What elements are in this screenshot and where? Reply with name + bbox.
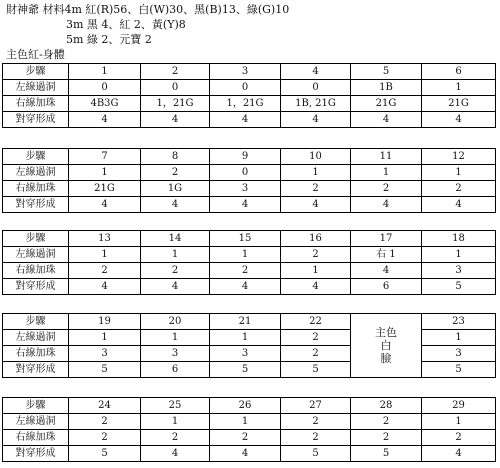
steps-table-1	[2, 63, 496, 128]
table-row	[3, 165, 496, 181]
table-row	[3, 330, 496, 346]
table-cell: 21G	[351, 96, 422, 112]
table-cell: 2	[281, 414, 351, 430]
steps-table-5	[2, 397, 496, 462]
table-cell: 4	[69, 112, 141, 128]
table-cell: 4	[141, 279, 210, 295]
table-row	[3, 231, 496, 247]
table-cell: 4	[281, 279, 351, 295]
table-cell: 3	[210, 346, 281, 362]
table-cell: 1	[141, 247, 210, 263]
table-cell: 18	[422, 231, 496, 247]
table-cell: 2	[281, 430, 351, 446]
table-cell: 3	[422, 346, 496, 362]
table-cell: 2	[422, 181, 496, 197]
table-cell: 2	[141, 430, 210, 446]
table-cell: 1	[351, 165, 422, 181]
table-cell: 1	[210, 414, 281, 430]
row-label: 左線過洞	[3, 330, 69, 346]
table-cell: 12	[422, 149, 496, 165]
table-cell: 1	[210, 330, 281, 346]
row-label: 對穿形成	[3, 197, 69, 213]
table-cell: 4	[422, 197, 496, 213]
table-row	[3, 398, 496, 414]
table-cell: 16	[281, 231, 351, 247]
table-cell: 4	[281, 112, 351, 128]
table-cell: 2	[281, 181, 351, 197]
table-cell: 1G	[141, 181, 210, 197]
table-cell: 6	[351, 279, 422, 295]
table-cell: 2	[210, 430, 281, 446]
table-cell: 1	[422, 80, 496, 96]
table-cell: 2	[141, 64, 210, 80]
table-cell: 26	[210, 398, 281, 414]
table-cell: 0	[210, 80, 281, 96]
table-cell: 1B	[351, 80, 422, 96]
table-cell: 4	[141, 446, 210, 462]
table-cell: 22	[281, 314, 351, 330]
table-cell: 21G	[422, 96, 496, 112]
table-cell: 10	[281, 149, 351, 165]
table-cell: 1	[281, 263, 351, 279]
row-label: 對穿形成	[3, 446, 69, 462]
table-cell: 3	[210, 181, 281, 197]
table-cell: 27	[281, 398, 351, 414]
row-label: 步驟	[3, 314, 69, 330]
table-cell: 28	[351, 398, 422, 414]
table-cell: 1	[141, 414, 210, 430]
table-cell: 1	[69, 64, 141, 80]
table-cell: 2	[281, 346, 351, 362]
table-row	[3, 197, 496, 213]
table-cell: 5	[69, 362, 141, 378]
table-cell: 2	[422, 430, 496, 446]
steps-table-3	[2, 230, 496, 295]
table-cell: 2	[69, 430, 141, 446]
table-row	[3, 346, 496, 362]
table-cell: 25	[141, 398, 210, 414]
table-row	[3, 247, 496, 263]
table-row	[3, 96, 496, 112]
table-cell: 右 1	[351, 247, 422, 263]
table-cell: 1，21G	[210, 96, 281, 112]
row-label: 右線加珠	[3, 181, 69, 197]
table-cell: 6	[422, 64, 496, 80]
row-label: 右線加珠	[3, 430, 69, 446]
table-cell: 0	[141, 80, 210, 96]
section-subtitle: 主色紅-身體	[6, 48, 65, 61]
table-cell: 6	[141, 362, 210, 378]
row-label: 左線過洞	[3, 414, 69, 430]
row-label: 右線加珠	[3, 346, 69, 362]
row-label: 步驟	[3, 398, 69, 414]
row-label: 對穿形成	[3, 279, 69, 295]
row-label: 右線加珠	[3, 263, 69, 279]
table-cell: 4	[281, 197, 351, 213]
table-cell: 4	[422, 446, 496, 462]
table-cell: 1	[69, 247, 141, 263]
table-cell: 4	[210, 112, 281, 128]
table-row	[3, 263, 496, 279]
table-cell: 1	[69, 330, 141, 346]
table-cell: 15	[210, 231, 281, 247]
steps-table-2	[2, 148, 496, 213]
row-label: 對穿形成	[3, 362, 69, 378]
table-cell: 0	[210, 165, 281, 181]
row-label: 步驟	[3, 64, 69, 80]
table-cell: 2	[69, 263, 141, 279]
table-cell: 13	[69, 231, 141, 247]
row-label: 左線過洞	[3, 165, 69, 181]
table-cell: 2	[351, 430, 422, 446]
table-cell: 21G	[69, 181, 141, 197]
table-cell: 0	[69, 80, 141, 96]
table-cell: 17	[351, 231, 422, 247]
table-cell: 21	[210, 314, 281, 330]
table-cell: 11	[351, 149, 422, 165]
note-line: 臉	[380, 352, 392, 365]
table-cell: 2	[351, 181, 422, 197]
table-cell: 5	[422, 279, 496, 295]
row-label: 左線過洞	[3, 80, 69, 96]
row-label: 步驟	[3, 149, 69, 165]
table-cell: 4	[281, 64, 351, 80]
table-cell: 4	[351, 112, 422, 128]
table-cell: 7	[69, 149, 141, 165]
row-label: 左線過洞	[3, 247, 69, 263]
table-row	[3, 112, 496, 128]
note-line: 白	[380, 339, 392, 352]
table-cell: 1B, 21G	[281, 96, 351, 112]
table-row	[3, 279, 496, 295]
row-label: 對穿形成	[3, 112, 69, 128]
table-row	[3, 430, 496, 446]
table-cell: 8	[141, 149, 210, 165]
table-cell: 4	[141, 197, 210, 213]
table-cell: 1	[422, 330, 496, 346]
table-cell: 2	[141, 165, 210, 181]
table-row	[3, 80, 496, 96]
table-row	[3, 446, 496, 462]
row-label: 右線加珠	[3, 96, 69, 112]
table-cell: 20	[141, 314, 210, 330]
header-3m-line: 3m 黑 4、紅 2、黃(Y)8	[66, 18, 186, 31]
table-cell: 5	[351, 64, 422, 80]
table-cell: 2	[281, 247, 351, 263]
row-label: 步驟	[3, 231, 69, 247]
table-cell: 5	[210, 362, 281, 378]
header-5m-line: 5m 綠 2、元寶 2	[66, 33, 152, 46]
table-cell: 2	[69, 414, 141, 430]
table-cell: 29	[422, 398, 496, 414]
table-cell: 1	[210, 247, 281, 263]
table-cell: 0	[281, 80, 351, 96]
table-cell: 5	[281, 446, 351, 462]
main-color-white-face-note	[351, 314, 422, 378]
table-row	[3, 314, 496, 330]
table-row	[3, 149, 496, 165]
table-row	[3, 181, 496, 197]
table-cell: 5	[281, 362, 351, 378]
table-cell: 5	[351, 446, 422, 462]
table-cell: 24	[69, 398, 141, 414]
table-cell: 4	[351, 263, 422, 279]
table-cell: 3	[210, 64, 281, 80]
table-cell: 23	[422, 314, 496, 330]
table-cell: 4	[422, 112, 496, 128]
header-materials-line: 財神爺 材料4m 紅(R)56、白(W)30、黑(B)13、綠(G)10	[6, 3, 290, 16]
table-cell: 14	[141, 231, 210, 247]
table-row	[3, 64, 496, 80]
table-cell: 4	[141, 112, 210, 128]
table-row	[3, 362, 496, 378]
table-cell: 4	[351, 197, 422, 213]
note-line: 主色	[375, 326, 397, 339]
table-cell: 1	[141, 330, 210, 346]
table-cell: 1	[422, 414, 496, 430]
table-cell: 5	[422, 362, 496, 378]
table-cell: 9	[210, 149, 281, 165]
table-cell: 2	[281, 330, 351, 346]
table-cell: 19	[69, 314, 141, 330]
table-cell: 1	[281, 165, 351, 181]
table-cell: 2	[351, 414, 422, 430]
table-cell: 4	[69, 279, 141, 295]
table-cell: 4	[210, 446, 281, 462]
table-row	[3, 414, 496, 430]
table-cell: 4	[210, 279, 281, 295]
table-cell: 1	[422, 247, 496, 263]
table-cell: 4	[210, 197, 281, 213]
table-cell: 1，21G	[141, 96, 210, 112]
table-cell: 1	[69, 165, 141, 181]
table-cell: 2	[141, 263, 210, 279]
table-cell: 2	[210, 263, 281, 279]
table-cell: 4B3G	[69, 96, 141, 112]
table-cell: 3	[141, 346, 210, 362]
table-cell: 3	[69, 346, 141, 362]
table-cell: 3	[422, 263, 496, 279]
steps-table-4	[2, 313, 496, 378]
table-cell: 4	[69, 197, 141, 213]
table-cell: 1	[422, 165, 496, 181]
table-cell: 5	[69, 446, 141, 462]
